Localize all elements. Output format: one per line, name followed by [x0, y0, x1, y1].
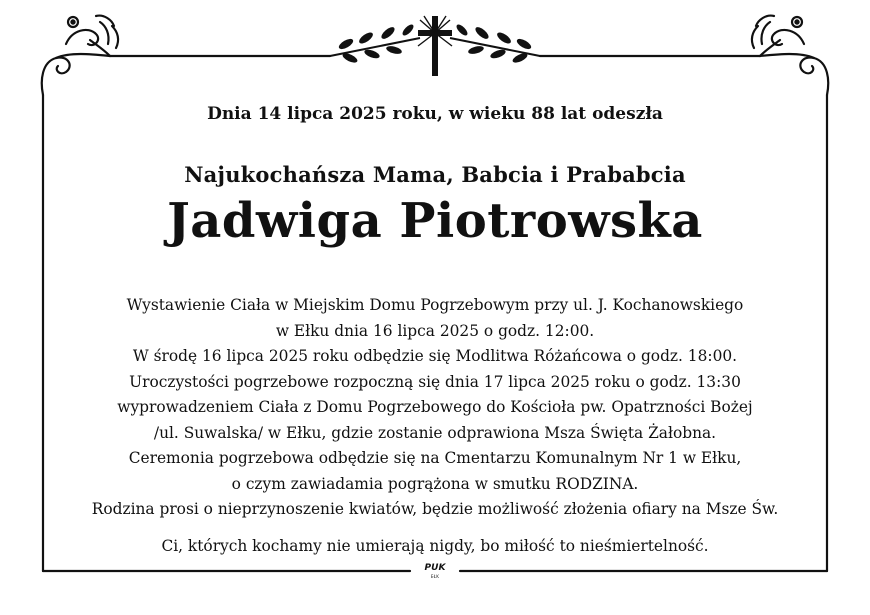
funeral-details-line: Uroczystości pogrzebowe rozpoczną się dnia 17 lipca 2025 roku o godz. 13:30	[129, 372, 741, 391]
funeral-details-line: o czym zawiadamia pogrążona w smutku RODZINA.	[231, 474, 639, 493]
puk-logo-main: PUK	[424, 563, 446, 573]
funeral-details-line: Rodzina prosi o nieprzynoszenie kwiatów, będzie możliwość złożenia ofiary na Msze Św.	[91, 500, 779, 518]
funeral-details-line: w Ełku dnia 16 lipca 2025 o godz. 12:00.	[275, 321, 595, 340]
puk-logo	[422, 563, 448, 585]
funeral-details-line: wyprowadzeniem Ciała z Domu Pogrzebowego do Kościoła pw. Opatrzności Bożej	[117, 398, 753, 416]
deceased-epithet: Najukochańsza Mama, Babcia i Prababcia	[184, 162, 686, 187]
puk-logo-sub: EŁK	[430, 574, 440, 579]
floral-scroll-right-icon	[752, 16, 828, 95]
cross-with-laurel-icon	[330, 16, 540, 76]
funeral-details-line: /ul. Suwalska/ w Ełku, gdzie zostanie odprawiona Msza Święta Żałobna.	[153, 423, 717, 442]
funeral-details	[0, 293, 870, 523]
closing-quote: Ci, których kochamy nie umierają nigdy, bo miłość to nieśmiertelność.	[161, 537, 709, 555]
funeral-details-line: W środę 16 lipca 2025 roku odbędzie się Modlitwa Różańcowa o godz. 18:00.	[132, 347, 738, 365]
deceased-name: Jadwiga Piotrowska	[167, 193, 703, 249]
death-announcement-intro: Dnia 14 lipca 2025 roku, w wieku 88 lat odeszła	[207, 104, 663, 124]
floral-scroll-left-icon	[42, 16, 118, 95]
funeral-details-line: Wystawienie Ciała w Miejskim Domu Pogrzebowym przy ul. J. Kochanowskiego	[126, 296, 744, 314]
funeral-details-line: Ceremonia pogrzebowa odbędzie się na Cmentarzu Komunalnym Nr 1 w Ełku,	[128, 449, 742, 467]
